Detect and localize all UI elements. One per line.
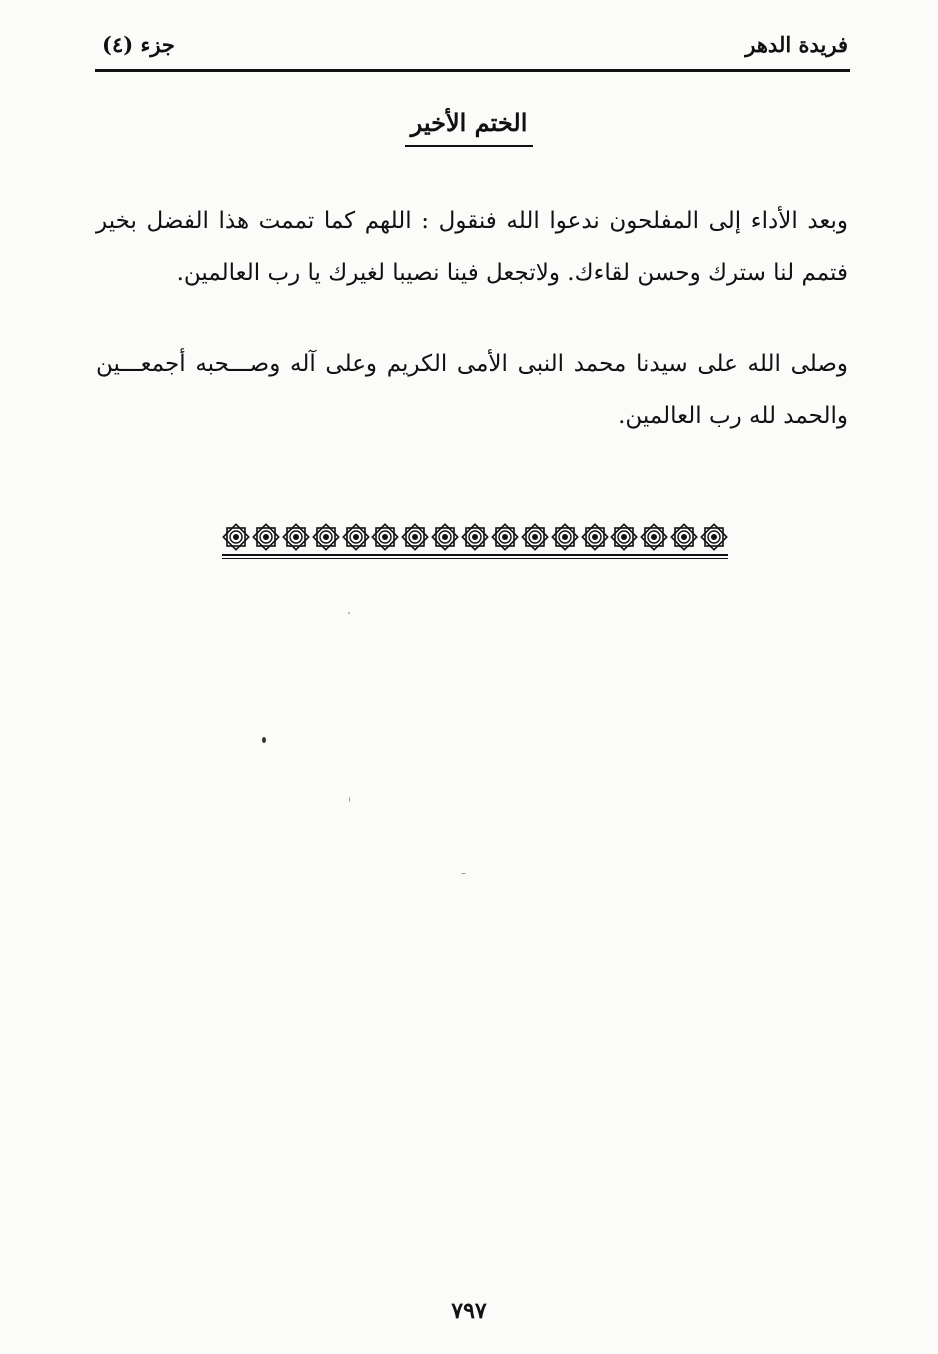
book-title-header: فريدة الدهر	[745, 32, 848, 57]
volume-label: جزء (٤)	[102, 32, 175, 57]
rosette-icon	[670, 523, 698, 551]
rosette-icon	[312, 523, 340, 551]
rosette-icon	[371, 523, 399, 551]
paragraph-salutation: وصلى الله على سيدنا محمد النبى الأمى الكريم وعلى آله وصـــحبه أجمعـــين والحمد لله رب العالمين.	[96, 351, 848, 429]
rosette-icon	[431, 523, 459, 551]
rosette-icon	[610, 523, 638, 551]
rosette-icon	[521, 523, 549, 551]
rosette-icon	[640, 523, 668, 551]
rosette-icon	[700, 523, 728, 551]
section-title-text: الختم الأخير	[405, 108, 534, 147]
page-number: ٧٩٧	[451, 1298, 487, 1324]
scan-speck	[461, 873, 466, 874]
rosette-icon	[401, 523, 429, 551]
scan-speck	[348, 612, 350, 614]
rosette-icon	[491, 523, 519, 551]
ornament-rule-bottom	[222, 558, 728, 559]
rosette-icon	[581, 523, 609, 551]
rosette-icon	[461, 523, 489, 551]
running-header	[96, 28, 848, 64]
scan-speck	[349, 797, 350, 802]
paragraph-closing-prayer: وبعد الأداء إلى المفلحون ندعوا الله فنقول : اللهم كما تممت هذا الفضل بخير فتمم لنا سترك وحسن لقاءك. ولاتجعل فينا نصيبا لغيرك يا رب العالمين.	[96, 208, 848, 286]
rosette-icon	[342, 523, 370, 551]
rosette-icon	[222, 523, 250, 551]
rosette-icon	[282, 523, 310, 551]
ornament-rule-top	[222, 554, 728, 556]
rosette-icon	[252, 523, 280, 551]
rosette-icon	[551, 523, 579, 551]
ornamental-divider	[222, 523, 728, 551]
section-heading	[0, 108, 938, 147]
scan-speck	[262, 737, 266, 743]
header-rule	[95, 69, 850, 72]
